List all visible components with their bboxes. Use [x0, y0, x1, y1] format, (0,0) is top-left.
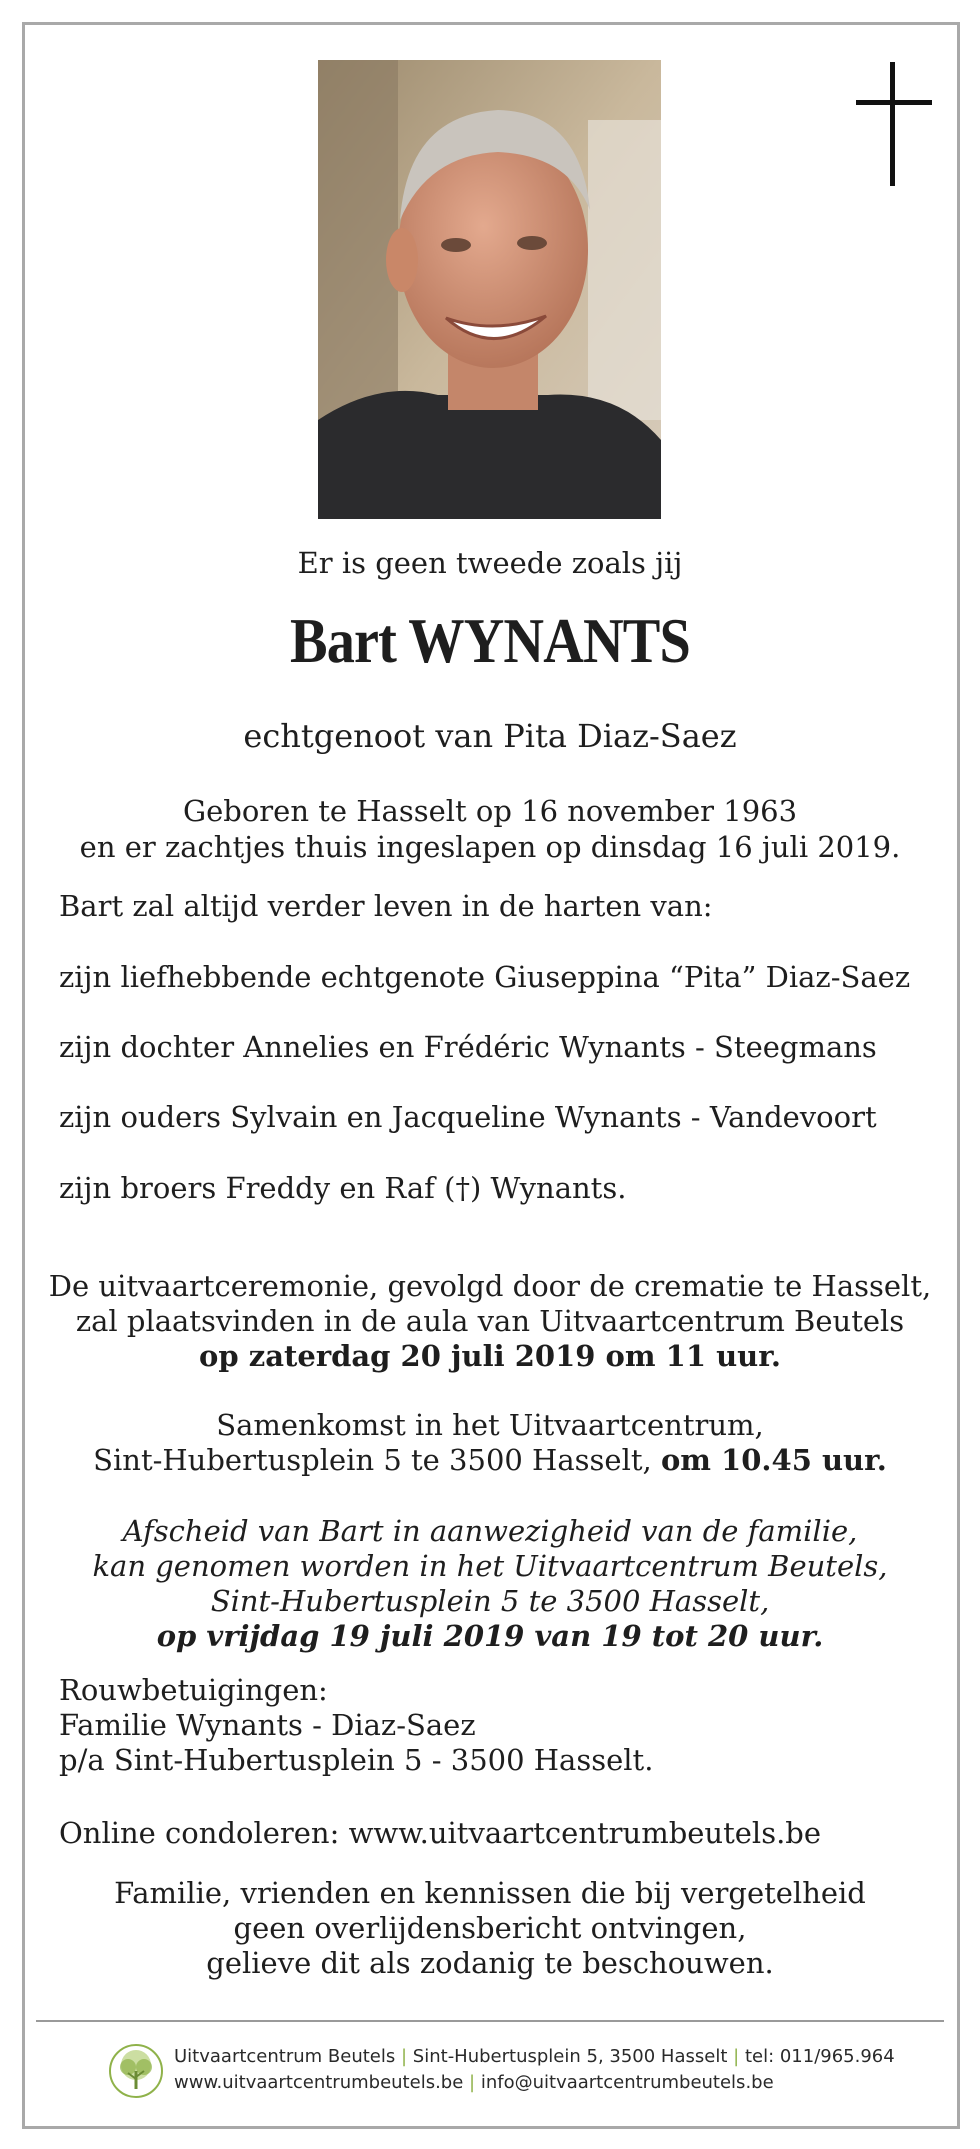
- footer-line-2: [174, 2070, 895, 2096]
- spouse-line: echtgenoot van Pita Diaz-Saez: [243, 717, 737, 755]
- footer-separator: |: [400, 2046, 408, 2067]
- gathering-address: Sint-Hubertusplein 5 te 3500 Hasselt,: [93, 1443, 652, 1477]
- condolences-family: Familie Wynants - Diaz-Saez: [59, 1708, 476, 1742]
- ceremony-date: op zaterdag 20 juli 2019 om 11 uur.: [199, 1339, 781, 1373]
- gathering-time: om 10.45 uur.: [660, 1443, 887, 1477]
- relative-daughter: zijn dochter Annelies en Frédéric Wynants - Steegmans: [59, 1030, 877, 1064]
- closing-line-2: geen overlijdensbericht ontvingen,: [233, 1911, 747, 1945]
- footer-line-1: [174, 2044, 895, 2070]
- footer-divider: [36, 2020, 944, 2022]
- gathering-line-1: Samenkomst in het Uitvaartcentrum,: [216, 1408, 764, 1442]
- farewell-line-2: kan genomen worden in het Uitvaartcentrum Beutels,: [92, 1549, 888, 1583]
- cross-icon: [856, 62, 932, 186]
- deceased-name: Bart WYNANTS: [290, 605, 690, 676]
- tree-logo-icon: [108, 2043, 164, 2099]
- birth-line-2: en er zachtjes thuis ingeslapen op dinsdag 16 juli 2019.: [79, 830, 901, 864]
- farewell-date: op vrijdag 19 juli 2019 van 19 tot 20 uur.: [156, 1619, 824, 1653]
- closing-line-1: Familie, vrienden en kennissen die bij vergetelheid: [114, 1876, 866, 1910]
- footer-address: Sint-Hubertusplein 5, 3500 Hasselt: [412, 2046, 728, 2067]
- closing-line-3: gelieve dit als zodanig te beschouwen.: [206, 1946, 774, 1980]
- portrait-image: [318, 60, 661, 519]
- portrait-photo: [318, 60, 661, 519]
- farewell-line-3: Sint-Hubertusplein 5 te 3500 Hasselt,: [210, 1584, 770, 1618]
- relatives-intro: Bart zal altijd verder leven in de harten van:: [59, 889, 713, 923]
- ceremony-line-2: zal plaatsvinden in de aula van Uitvaartcentrum Beutels: [75, 1304, 905, 1338]
- ceremony-line-1: De uitvaartceremonie, gevolgd door de crematie te Hasselt,: [48, 1269, 932, 1303]
- relative-spouse: zijn liefhebbende echtgenote Giuseppina “Pita” Diaz-Saez: [59, 960, 911, 994]
- condolences-address: p/a Sint-Hubertusplein 5 - 3500 Hasselt.: [59, 1743, 654, 1777]
- footer-separator: |: [733, 2046, 740, 2067]
- relative-brothers: zijn broers Freddy en Raf (†) Wynants.: [59, 1171, 627, 1205]
- condolences-label: Rouwbetuigingen:: [59, 1673, 328, 1707]
- relative-parents: zijn ouders Sylvain en Jacqueline Wynants - Vandevoort: [59, 1100, 877, 1134]
- footer-separator: |: [469, 2072, 476, 2093]
- farewell-line-1: Afscheid van Bart in aanwezigheid van de familie,: [122, 1514, 858, 1548]
- online-condolences: Online condoleren: www.uitvaartcentrumbeutels.be: [59, 1816, 822, 1850]
- footer-website-link[interactable]: www.uitvaartcentrumbeutels.be: [174, 2072, 464, 2093]
- birth-line-1: Geboren te Hasselt op 16 november 1963: [182, 794, 798, 828]
- footer-phone: tel: 011/965.964: [744, 2046, 895, 2067]
- motto: Er is geen tweede zoals jij: [297, 546, 683, 580]
- footer-email-link[interactable]: info@uitvaartcentrumbeutels.be: [480, 2072, 774, 2093]
- footer-company: Uitvaartcentrum Beutels: [174, 2046, 396, 2067]
- gathering-line-2: [0, 1442, 980, 1478]
